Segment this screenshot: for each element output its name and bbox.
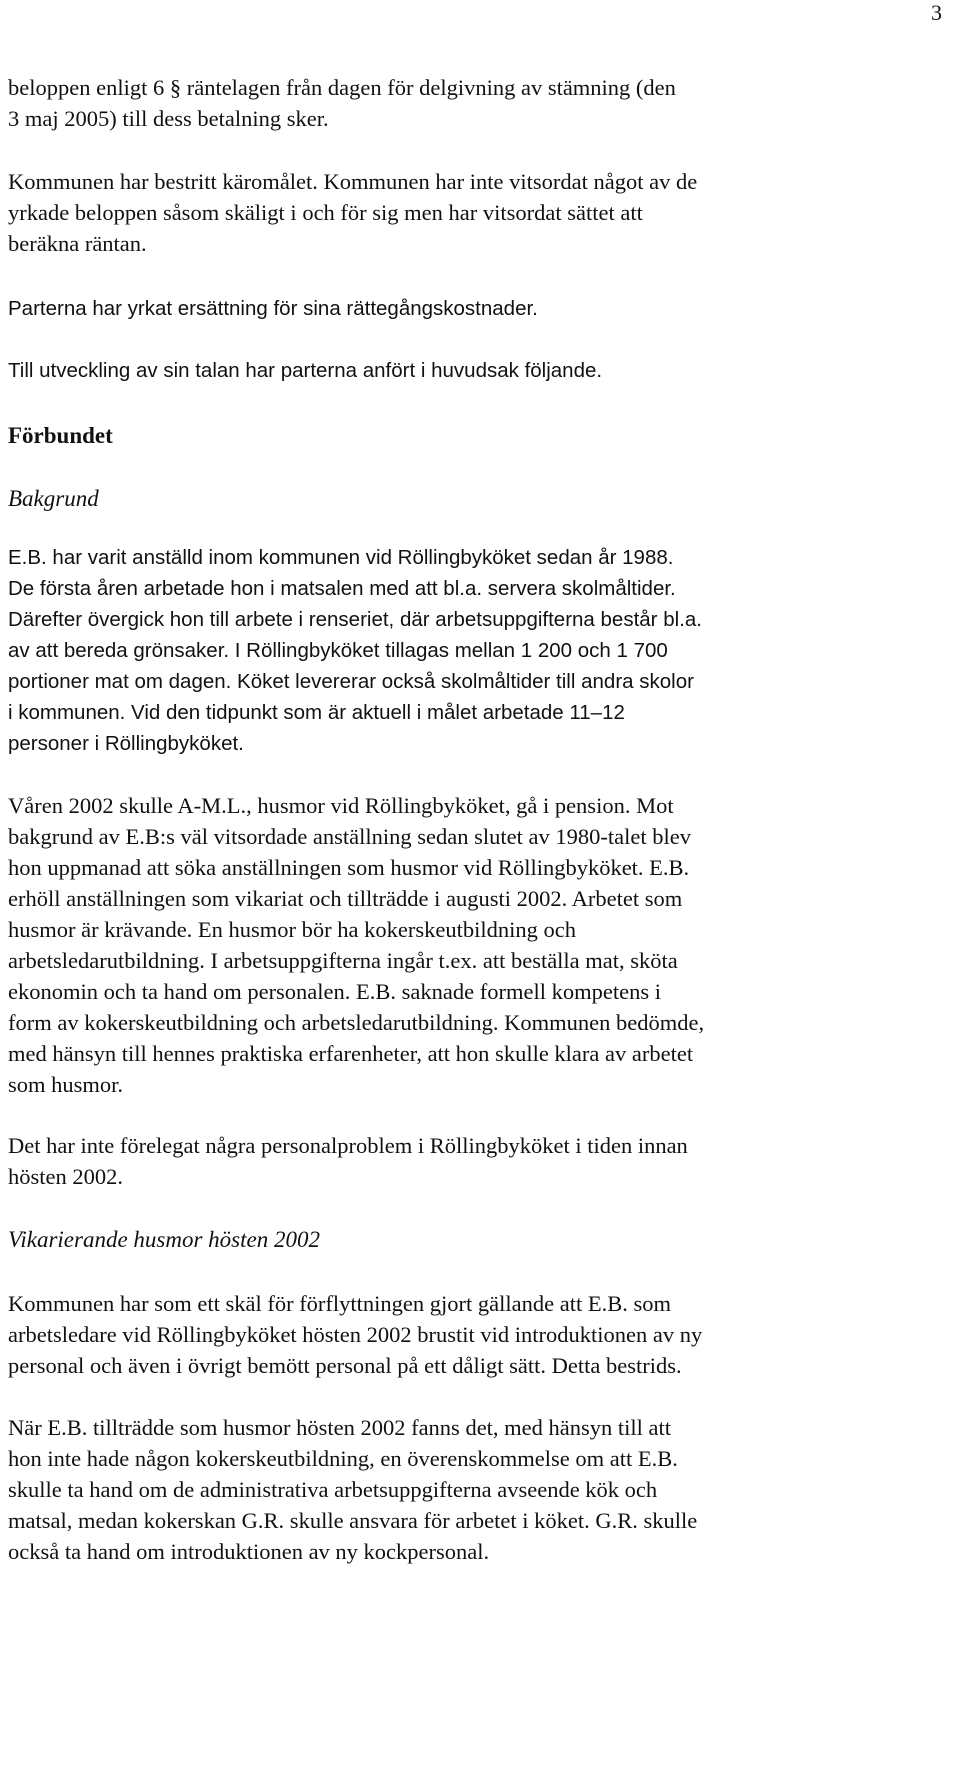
text-line: Kommunen har som ett skäl för förflyttningen gjort gällande att E.B. som (8, 1291, 671, 1316)
section-heading-forbundet: Förbundet (8, 423, 113, 448)
text-line: arbetsledare vid Röllingbyköket hösten 2002 brustit vid introduktionen av ny (8, 1322, 703, 1347)
text-line: som husmor. (8, 1072, 124, 1097)
text-line: också ta hand om introduktionen av ny kockpersonal. (8, 1539, 490, 1564)
text-line: Våren 2002 skulle A-M.L., husmor vid Röllingbyköket, gå i pension. Mot (8, 793, 674, 818)
text-line: arbetsledarutbildning. I arbetsuppgifterna ingår t.ex. att beställa mat, sköta (8, 948, 678, 973)
text-line: Det har inte förelegat några personalproblem i Röllingbyköket i tiden innan (8, 1133, 688, 1158)
text-line: hösten 2002. (8, 1164, 123, 1189)
subheading-bakgrund: Bakgrund (8, 486, 99, 511)
paragraph-no-staff-problems (8, 1130, 938, 1192)
text-line: hon inte hade någon kokerskeutbildning, en överenskommelse om att E.B. (8, 1446, 678, 1471)
text-line: yrkade beloppen såsom skäligt i och för sig men har vitsordat sättet att (8, 200, 643, 225)
text-line: 3 maj 2005) till dess betalning sker. (8, 106, 329, 131)
text-line: erhöll anställningen som vikariat och tillträdde i augusti 2002. Arbetet som (8, 886, 683, 911)
text-line: När E.B. tillträdde som husmor hösten 2002 fanns det, med hänsyn till att (8, 1415, 672, 1440)
text-line: Till utveckling av sin talan har parterna anfört i huvudsak följande. (8, 359, 603, 382)
text-line: bakgrund av E.B:s väl vitsordade anställning sedan slutet av 1980-talet blev (8, 824, 691, 849)
paragraph-agreement (8, 1412, 938, 1567)
paragraph-legal-costs (8, 293, 938, 324)
text-line: med hänsyn till hennes praktiska erfarenheter, att hon skulle klara av arbetet (8, 1041, 694, 1066)
text-line: ekonomin och ta hand om personalen. E.B. saknade formell kompetens i (8, 979, 661, 1004)
text-line: personer i Röllingbyköket. (8, 732, 244, 755)
text-line: i kommunen. Vid den tidpunkt som är aktuell i målet arbetade 11–12 (8, 701, 625, 724)
text-line: skulle ta hand om de administrativa arbetsuppgifterna avseende kök och (8, 1477, 658, 1502)
text-line: Parterna har yrkat ersättning för sina rättegångskostnader. (8, 297, 538, 320)
text-line: Kommunen har bestritt käromålet. Kommunen har inte vitsordat något av de (8, 169, 698, 194)
text-line: form av kokerskeutbildning och arbetsledarutbildning. Kommunen bedömde, (8, 1010, 705, 1035)
paragraph-arguments-intro (8, 355, 938, 386)
text-line: personal och även i övrigt bemött personal på ett dåligt sätt. Detta bestrids. (8, 1353, 682, 1378)
text-line: E.B. har varit anställd inom kommunen vid Röllingbyköket sedan år 1988. (8, 546, 674, 569)
paragraph-transfer-reason (8, 1288, 938, 1381)
text-line: De första åren arbetade hon i matsalen med att bl.a. servera skolmåltider. (8, 577, 676, 600)
text-line: hon uppmanad att söka anställningen som husmor vid Röllingbyköket. E.B. (8, 855, 690, 880)
text-line: Därefter övergick hon till arbete i renseriet, där arbetsuppgifterna består bl.a. (8, 608, 702, 631)
text-line: husmor är krävande. En husmor bör ha kokerskeutbildning och (8, 917, 576, 942)
text-line: matsal, medan kokerskan G.R. skulle ansvara för arbetet i köket. G.R. skulle (8, 1508, 698, 1533)
paragraph-municipality-response (8, 166, 938, 259)
paragraph-background (8, 542, 938, 759)
text-line: beloppen enligt 6 § räntelagen från dagen för delgivning av stämning (den (8, 75, 676, 100)
text-line: portioner mat om dagen. Köket levererar också skolmåltider till andra skolor (8, 670, 694, 693)
subheading-acting-housekeeper: Vikarierande husmor hösten 2002 (8, 1227, 320, 1252)
text-line: beräkna räntan. (8, 231, 147, 256)
page-number: 3 (931, 0, 942, 25)
paragraph-interest-claim (8, 72, 938, 134)
paragraph-housekeeper-appointment (8, 790, 938, 1100)
text-line: av att bereda grönsaker. I Röllingbyköket tillagas mellan 1 200 och 1 700 (8, 639, 668, 662)
